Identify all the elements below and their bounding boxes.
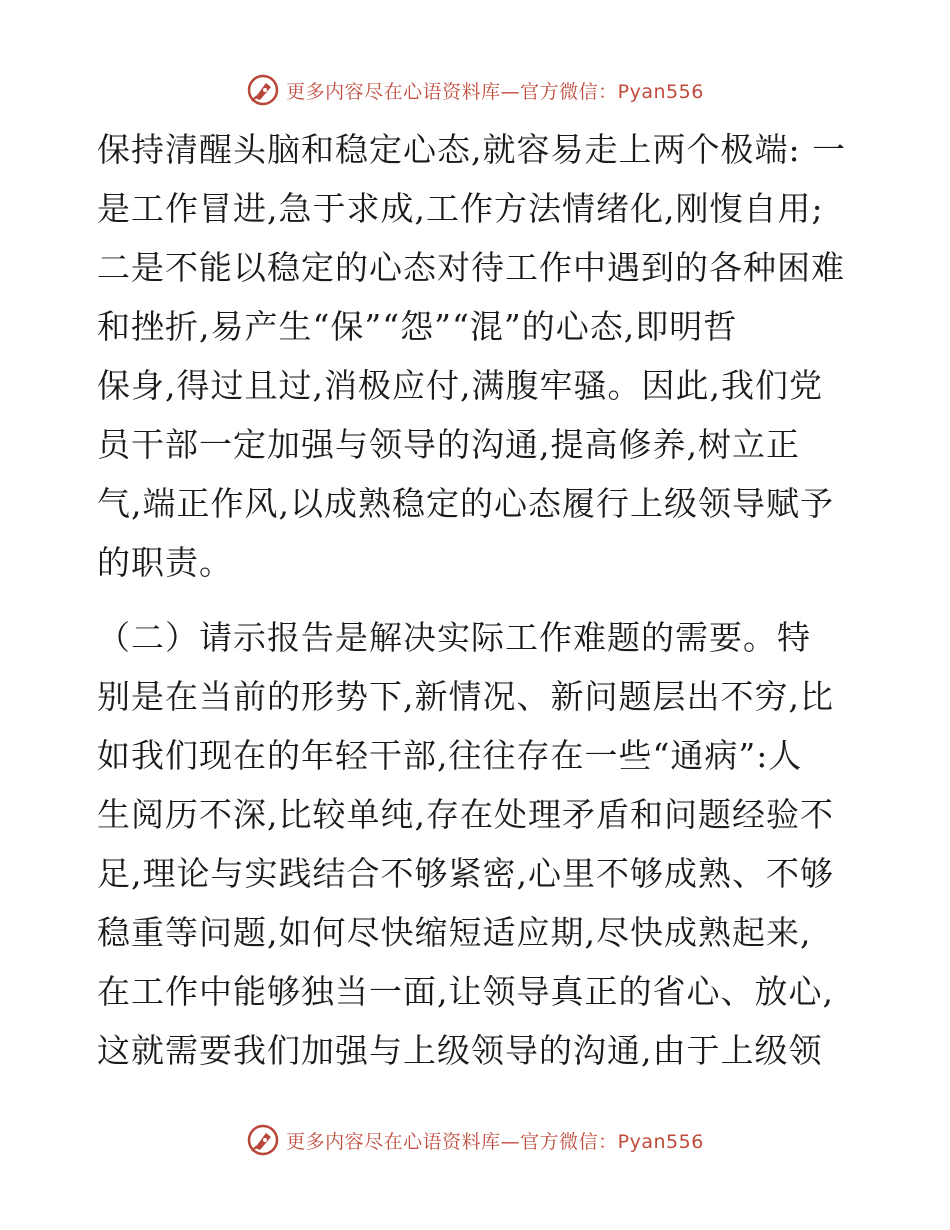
text-line: （二）请示报告是解决实际工作难题的需要。特 — [97, 618, 811, 657]
text-line: 足,理论与实践结合不够紧密,心里不够成熟、不够 — [97, 854, 834, 893]
paragraph-2 — [97, 608, 857, 1080]
text-line: 这就需要我们加强与上级领导的沟通,由于上级领 — [97, 1031, 823, 1070]
pen-nib-logo-icon — [246, 73, 280, 107]
watermark-text: 更多内容尽在心语资料库—官方微信：Pyan556 — [286, 1130, 704, 1153]
text-line: 员干部一定加强与领导的沟通,提高修养,树立正 — [97, 425, 800, 464]
text-line: 如我们现在的年轻干部,往往存在一些“通病”:人 — [97, 736, 803, 775]
text-line: 气,端正作风,以成熟稳定的心态履行上级领导赋予 — [97, 484, 834, 523]
text-line: 别是在当前的形势下,新情况、新问题层出不穷,比 — [97, 677, 834, 716]
text-line: 是工作冒进,急于求成,工作方法情绪化,刚愎自用; — [97, 189, 824, 228]
text-line: 保持清醒头脑和稳定心态,就容易走上两个极端: 一 — [97, 130, 847, 169]
paragraph-1 — [97, 120, 857, 592]
document-body — [97, 120, 857, 1080]
text-line: 和挫折,易产生“保”“怨”“混”的心态,即明哲 — [97, 307, 738, 346]
text-line: 的职责。 — [97, 543, 233, 582]
text-line: 在工作中能够独当一面,让领导真正的省心、放心, — [97, 972, 834, 1011]
text-line: 保身,得过且过,消极应付,满腹牢骚。因此,我们党 — [97, 366, 823, 405]
header-watermark — [0, 70, 950, 110]
text-line: 生阅历不深,比较单纯,存在处理矛盾和问题经验不 — [97, 795, 834, 834]
text-line: 稳重等问题,如何尽快缩短适应期,尽快成熟起来, — [97, 913, 812, 952]
pen-nib-logo-icon — [246, 1123, 280, 1157]
text-line: 二是不能以稳定的心态对待工作中遇到的各种困难 — [97, 248, 845, 287]
watermark-text: 更多内容尽在心语资料库—官方微信：Pyan556 — [286, 80, 704, 103]
footer-watermark — [0, 1120, 950, 1160]
